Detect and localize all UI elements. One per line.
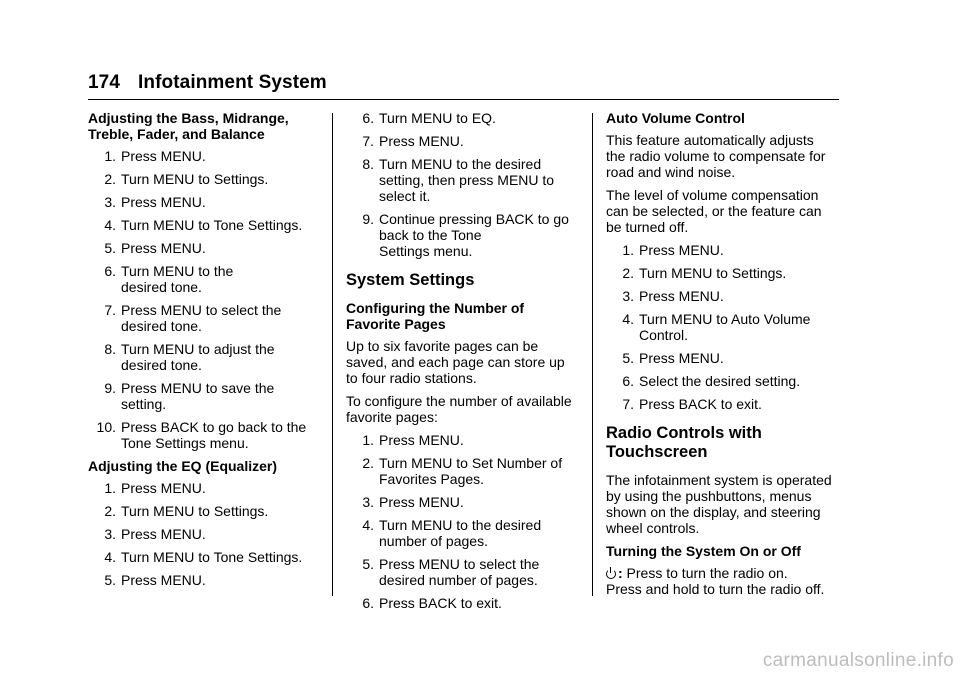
paragraph-radio-controls: The infotainment system is operated by using the pushbuttons, menus shown on the display, and steering wheel controls.: [606, 472, 832, 536]
list-item: 5. Press MENU to select the desired number of pages.: [362, 556, 540, 588]
list-item: 9. Press MENU to save the setting.: [104, 380, 275, 412]
list-item: 7. Press MENU to select the desired tone.: [104, 302, 282, 334]
section-title-power: Turning the System On or Off: [606, 543, 801, 559]
list-item: 6. Select the desired setting.: [622, 373, 801, 389]
header-rule: [88, 99, 839, 100]
list-item: 7. Press MENU.: [362, 133, 464, 149]
column-divider: [592, 113, 593, 596]
list-item: 6. Press BACK to exit.: [362, 595, 502, 611]
list-item: 3. Press MENU.: [104, 194, 206, 210]
list-item: 4. Turn MENU to Tone Settings.: [104, 549, 303, 565]
heading-system-settings: System Settings: [346, 271, 475, 289]
heading-radio-controls: Radio Controls with Touchscreen: [606, 424, 762, 461]
list-item: 8. Turn MENU to the desired setting, then press MENU to select it.: [362, 156, 555, 204]
paragraph-configure: To configure the number of available favorite pages:: [346, 393, 572, 425]
eq-steps-list: [88, 480, 316, 588]
column-divider: [332, 113, 333, 596]
list-item: 1. Press MENU.: [362, 432, 464, 448]
paragraph-auto-volume: This feature automatically adjusts the radio volume to compensate for road and wind noise.: [606, 132, 826, 180]
list-item: 1. Press MENU.: [622, 242, 724, 258]
list-item: 1. Press MENU.: [104, 480, 206, 496]
list-item: 5. Press MENU.: [104, 572, 206, 588]
section-title-eq: Adjusting the EQ (Equalizer): [88, 458, 278, 474]
list-item: 3. Press MENU.: [362, 494, 464, 510]
list-item: 1. Press MENU.: [104, 148, 206, 164]
section-title-auto-volume: Auto Volume Control: [606, 110, 745, 126]
list-item: 6. Turn MENU to the desired tone.: [104, 263, 234, 295]
list-item: 7. Press BACK to exit.: [622, 396, 762, 412]
list-item: 10. Press BACK to go back to the Tone Settings menu.: [96, 419, 307, 451]
list-item: 5. Press MENU.: [622, 350, 724, 366]
list-item: 2. Turn MENU to Settings.: [622, 265, 787, 281]
favorites-steps-list: [346, 432, 578, 611]
column-1: [88, 110, 316, 595]
list-item: 6. Turn MENU to EQ.: [362, 110, 496, 126]
page-header: [88, 72, 327, 94]
list-item: 5. Press MENU.: [104, 240, 206, 256]
list-item: 8. Turn MENU to adjust the desired tone.: [104, 341, 275, 373]
column-2: [346, 110, 578, 618]
section-title-favorites: Configuring the Number of Favorite Pages: [346, 300, 525, 332]
power-icon: [606, 569, 616, 579]
list-item: 4. Turn MENU to Auto Volume Control.: [622, 311, 811, 343]
list-item: 3. Press MENU.: [622, 288, 724, 304]
page-title: Infotainment System: [138, 72, 327, 93]
auto-volume-steps-list: [606, 242, 842, 412]
column-3: [606, 110, 842, 604]
list-item: 2. Turn MENU to Set Number of Favorites Pages.: [362, 455, 563, 487]
list-item: 3. Press MENU.: [104, 526, 206, 542]
paragraph-favorites: Up to six favorite pages can be saved, and each page can store up to four radio stations.: [346, 338, 565, 386]
tone-steps-list: [88, 148, 316, 451]
section-title-bass-treble: Adjusting the Bass, Midrange, Treble, Fader, and Balance: [88, 110, 289, 142]
paragraph-power: : Press to turn the radio on. Press and hold to turn the radio off.: [606, 565, 825, 597]
eq-steps-continued: [346, 110, 578, 259]
list-item: 4. Turn MENU to the desired number of pages.: [362, 517, 542, 549]
paragraph-compensation: The level of volume compensation can be selected, or the feature can be turned off.: [606, 187, 822, 235]
list-item: 9. Continue pressing BACK to go back to the Tone Settings menu.: [362, 211, 569, 259]
page-number: 174: [88, 72, 121, 93]
watermark: carmanualsonline.info: [762, 650, 954, 671]
list-item: 2. Turn MENU to Settings.: [104, 171, 269, 187]
list-item: 4. Turn MENU to Tone Settings.: [104, 217, 303, 233]
list-item: 2. Turn MENU to Settings.: [104, 503, 269, 519]
